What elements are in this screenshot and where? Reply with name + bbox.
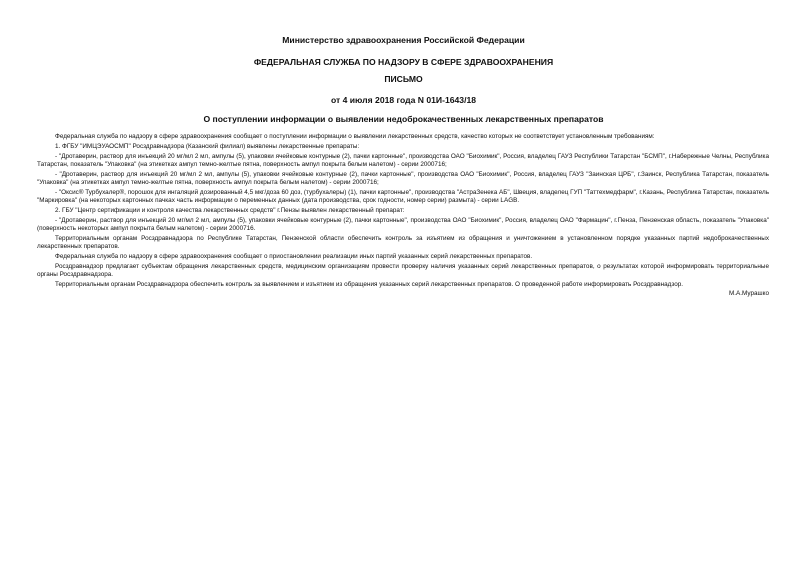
service-name: ФЕДЕРАЛЬНАЯ СЛУЖБА ПО НАДЗОРУ В СФЕРЕ ЗДРАВООХРАНЕНИЯ — [253, 57, 554, 67]
document-body — [37, 133, 769, 298]
paragraph-item-4: - "Дротаверин, раствор для инъекций 20 мг/мл 2 мл, ампулы (5), упаковки ячейковые контурные (2), пачки картонные", производства ОАО "Биохимик", Россия, владелец ОАО "Фармацин", г.Пенза, Пензенская область, показатель "Упаковка" (поверхность некоторых ампул покрыта белым налетом) - серии 2000716. — [37, 217, 769, 233]
document-type: ПИСЬМО — [384, 74, 423, 84]
ministry-name: Министерство здравоохранения Российской Федерации — [282, 35, 525, 45]
paragraph-item-3: - "Оксис® Турбухалер®, порошок для ингаляций дозированный 4,5 мкг/доза 60 доз, (турбухалеры) (1), пачки картонные", производства "АстраЗенека АБ", Швеция, владелец ГУП "Таттехмедфарм", г.Казань, Республика Татарстан, показатель "Маркировка" (на некоторых картонных пачках часть информации о переменных данных (дата производства, срок годности, номер серии) размыта) - серии LAGB. — [37, 189, 769, 205]
paragraph-instruction-4: Территориальным органам Росздравнадзора обеспечить контроль за выявлением и изъятием из обращения указанных серий лекарственных препаратов. О проведенной работе информировать Росздравнадзор. — [55, 281, 684, 289]
paragraph-section-1: 1. ФГБУ "ИМЦЭУАОСМП" Росздравнадзора (Казанский филиал) выявлены лекарственные препараты: — [55, 142, 360, 150]
document-date-number: от 4 июля 2018 года N 01И-1643/18 — [330, 95, 477, 105]
paragraph-instruction-1: Территориальным органам Росздравнадзора по Республике Татарстан, Пензенской области обеспечить контроль за изъятием из обращения и уничтожением в установленном порядке указанных партий недоброкачественных лекарственных препаратов. — [37, 235, 769, 251]
signature: М.А.Мурашко — [728, 290, 769, 298]
paragraph-item-1: - "Дротаверин, раствор для инъекций 20 мг/мл 2 мл, ампулы (5), упаковки ячейковые контурные (2), пачки картонные", производства ОАО "Биохимик", Россия, владелец ГАУЗ Республики Татарстан "БСМП", г.Набережные Челны, Республика Татарстан, показатель "Упаковка" (на этикетках ампул темно-желтые пятна, поверхность ампул покрыта белым налетом) - серии 2000716; — [37, 152, 769, 169]
document-subject: О поступлении информации о выявлении недоброкачественных лекарственных препаратов — [203, 114, 604, 124]
paragraph-item-2: - "Дротаверин, раствор для инъекций 20 мг/мл 2 мл, ампулы (5), упаковки ячейковые контурные (2), пачки картонные", производства ОАО "Биохимик", Россия, владелец ГАУЗ "Заинская ЦРБ", г.Заинск, Республика Татарстан, показатель "Упаковка" (на этикетках ампул темно-желтые пятна, поверхность ампул покрыта белым налетом) - серии 2000716; — [37, 171, 769, 187]
paragraph-section-2: 2. ГБУ "Центр сертификации и контроля качества лекарственных средств" г.Пензы выявлен лекарственный препарат: — [55, 207, 405, 215]
paragraph-instruction-3: Росздравнадзор предлагает субъектам обращения лекарственных средств, медицинским организациям провести проверку наличия указанных серий лекарственных препаратов, о результатах которой информировать территориальные органы Росздравнадзора. — [37, 263, 769, 279]
paragraph-intro: Федеральная служба по надзору в сфере здравоохранения сообщает о поступлении информации о выявлении лекарственных средств, качество которых не соответствует установленным требованиям: — [55, 133, 655, 140]
paragraph-instruction-2: Федеральная служба по надзору в сфере здравоохранения сообщает о приостановлении реализации иных партий указанных серий лекарственных препаратов. — [55, 253, 533, 261]
